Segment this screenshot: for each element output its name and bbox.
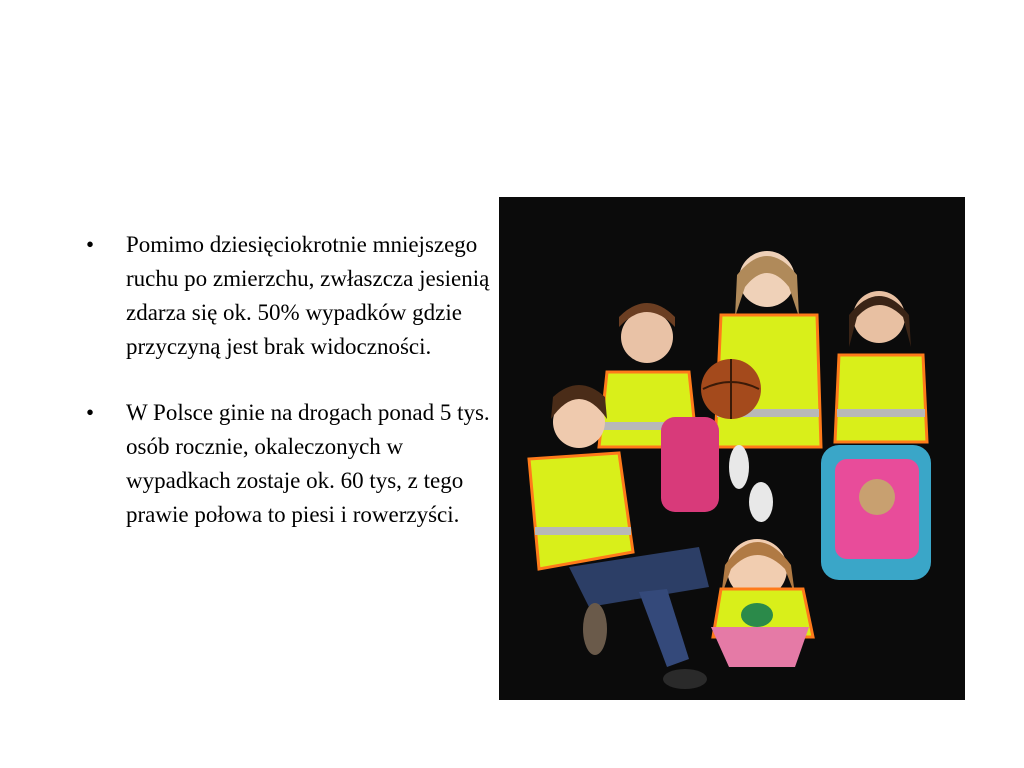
children-safety-vests-photo xyxy=(499,197,965,700)
bullet-list xyxy=(86,228,496,564)
bullet-marker: • xyxy=(86,400,95,425)
shoe xyxy=(749,482,773,522)
photo-illustration xyxy=(499,197,965,700)
backpack xyxy=(821,445,931,580)
bullet-item xyxy=(86,228,496,364)
backpack xyxy=(661,417,719,512)
bullet-text: Pomimo dziesięciokrotnie mniejszego ruchu po zmierzchu, zwłaszcza jesienią zdarza się ok. 50% wypadków gdzie przyczyną jest brak widoczności. xyxy=(126,232,490,359)
shoe xyxy=(729,445,749,489)
bullet-item xyxy=(86,396,496,532)
bullet-text: W Polsce ginie na drogach ponad 5 tys. osób rocznie, okaleczonych w wypadkach zostaje ok. 60 tys, z tego prawie połowa to piesi i rowerzyści. xyxy=(126,400,490,527)
bullet-marker: • xyxy=(86,232,95,257)
